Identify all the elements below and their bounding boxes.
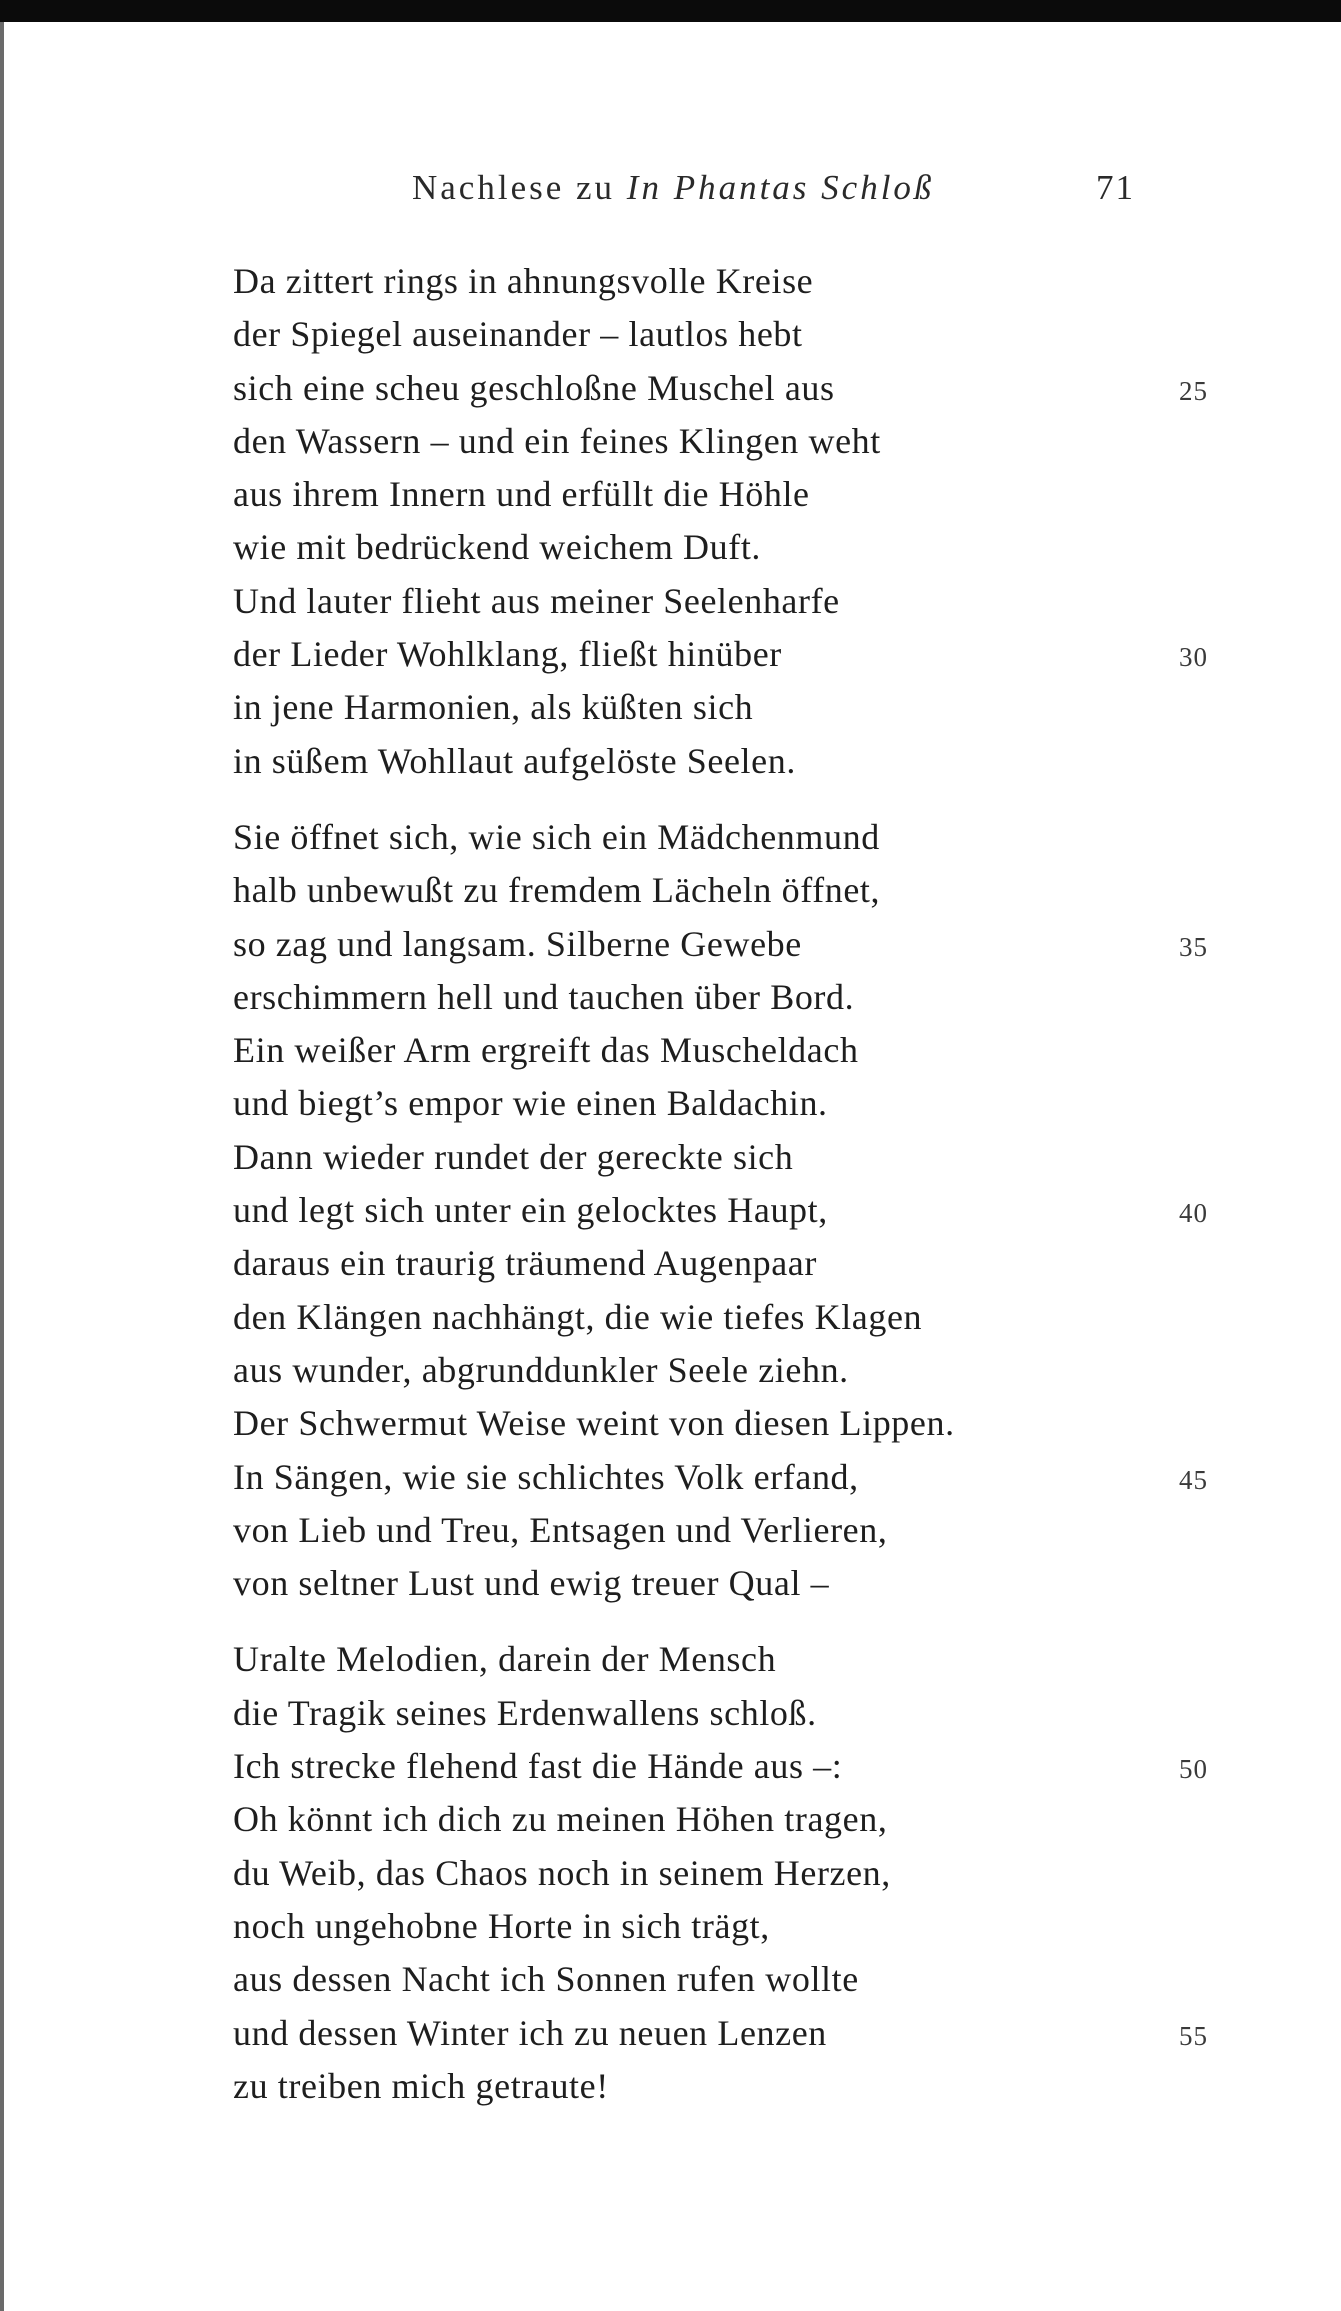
scan-top-edge: [0, 0, 1341, 22]
running-title-italic: In Phantas Schloß: [626, 168, 935, 207]
verse-line: [233, 864, 1273, 917]
verse-text: In Sängen, wie sie schlichtes Volk erfand,: [233, 1456, 859, 1497]
verse-line: [233, 415, 1273, 468]
verse-line: [233, 1900, 1273, 1953]
verse-text: der Lieder Wohlklang, fließt hinüber: [233, 634, 782, 675]
verse-line: [233, 521, 1273, 574]
page-number: 71: [1096, 168, 1135, 207]
verse-line: [233, 1344, 1273, 1397]
verse-text: die Tragik seines Erdenwallens schloß.: [233, 1692, 817, 1733]
verse-line: [233, 1451, 1273, 1504]
verse-text: den Wassern – und ein feines Klingen weht: [233, 420, 881, 461]
line-number: 25: [1179, 375, 1208, 406]
verse-line: [233, 1024, 1273, 1077]
verse-line: [233, 918, 1273, 971]
verse-text: in süßem Wohllaut aufgelöste Seelen.: [233, 740, 796, 781]
verse-text: aus wunder, abgrunddunkler Seele ziehn.: [233, 1349, 849, 1390]
verse-text: der Spiegel auseinander – lautlos hebt: [233, 314, 803, 355]
verse-line: [233, 1237, 1273, 1290]
line-number: 35: [1179, 931, 1208, 962]
stanza: [233, 1633, 1273, 2113]
verse-line: [233, 1184, 1273, 1237]
verse-text: Dann wieder rundet der gereckte sich: [233, 1136, 794, 1177]
verse-line: [233, 628, 1273, 681]
verse-line: [233, 2060, 1273, 2113]
verse-line: [233, 681, 1273, 734]
verse-line: [233, 362, 1273, 415]
line-number: 45: [1179, 1464, 1208, 1495]
verse-line: [233, 308, 1273, 361]
verse-line: [233, 575, 1273, 628]
verse-text: wie mit bedrückend weichem Duft.: [233, 527, 762, 568]
running-title-plain: Nachlese zu: [412, 168, 616, 207]
verse-text: so zag und langsam. Silberne Gewebe: [233, 923, 802, 964]
verse-line: [233, 1131, 1273, 1184]
verse-line: [233, 1687, 1273, 1740]
stanza: [233, 255, 1273, 788]
line-number: 50: [1179, 1754, 1208, 1785]
poem-body: [233, 255, 1273, 2136]
verse-line: [233, 1557, 1273, 1610]
verse-text: zu treiben mich getraute!: [233, 2065, 609, 2106]
verse-line: [233, 1504, 1273, 1557]
verse-text: von seltner Lust und ewig treuer Qual –: [233, 1563, 830, 1604]
verse-text: Der Schwermut Weise weint von diesen Lippen.: [233, 1403, 955, 1444]
verse-line: [233, 1397, 1273, 1450]
verse-line: [233, 971, 1273, 1024]
verse-line: [233, 811, 1273, 864]
verse-line: [233, 1847, 1273, 1900]
verse-line: [233, 2007, 1273, 2060]
verse-line: [233, 1077, 1273, 1130]
verse-line: [233, 1291, 1273, 1344]
verse-text: erschimmern hell und tauchen über Bord.: [233, 976, 855, 1017]
line-number: 55: [1179, 2020, 1208, 2051]
stanza: [233, 811, 1273, 1610]
verse-line: [233, 735, 1273, 788]
verse-text: und legt sich unter ein gelocktes Haupt,: [233, 1190, 828, 1231]
verse-text: den Klängen nachhängt, die wie tiefes Klagen: [233, 1296, 923, 1337]
verse-line: [233, 255, 1273, 308]
verse-text: daraus ein traurig träumend Augenpaar: [233, 1243, 817, 1284]
verse-text: Sie öffnet sich, wie sich ein Mädchenmund: [233, 816, 880, 857]
verse-text: von Lieb und Treu, Entsagen und Verlieren,: [233, 1509, 888, 1550]
scan-left-edge: [0, 22, 4, 2311]
verse-text: Ein weißer Arm ergreift das Muscheldach: [233, 1030, 859, 1071]
verse-line: [233, 1793, 1273, 1846]
verse-text: Da zittert rings in ahnungsvolle Kreise: [233, 261, 814, 301]
verse-text: aus dessen Nacht ich Sonnen rufen wollte: [233, 1959, 859, 2000]
verse-text: und dessen Winter ich zu neuen Lenzen: [233, 2012, 827, 2053]
verse-text: aus ihrem Innern und erfüllt die Höhle: [233, 474, 810, 515]
verse-line: [233, 1953, 1273, 2006]
verse-text: und biegt’s empor wie einen Baldachin.: [233, 1083, 828, 1124]
verse-line: [233, 1740, 1273, 1793]
verse-text: Oh könnt ich dich zu meinen Höhen tragen,: [233, 1799, 888, 1840]
verse-line: [233, 1633, 1273, 1686]
running-title: [412, 168, 934, 208]
verse-text: in jene Harmonien, als küßten sich: [233, 687, 754, 728]
verse-text: Uralte Melodien, darein der Mensch: [233, 1639, 777, 1680]
verse-text: halb unbewußt zu fremdem Lächeln öffnet,: [233, 870, 881, 911]
verse-line: [233, 468, 1273, 521]
page-header: [0, 162, 1341, 218]
verse-text: Ich strecke flehend fast die Hände aus –:: [233, 1746, 843, 1787]
line-number: 40: [1179, 1198, 1208, 1229]
verse-text: sich eine scheu geschloßne Muschel aus: [233, 367, 835, 408]
line-number: 30: [1179, 642, 1208, 673]
verse-text: du Weib, das Chaos noch in seinem Herzen,: [233, 1852, 891, 1893]
verse-text: Und lauter flieht aus meiner Seelenharfe: [233, 580, 840, 621]
verse-text: noch ungehobne Horte in sich trägt,: [233, 1905, 770, 1946]
